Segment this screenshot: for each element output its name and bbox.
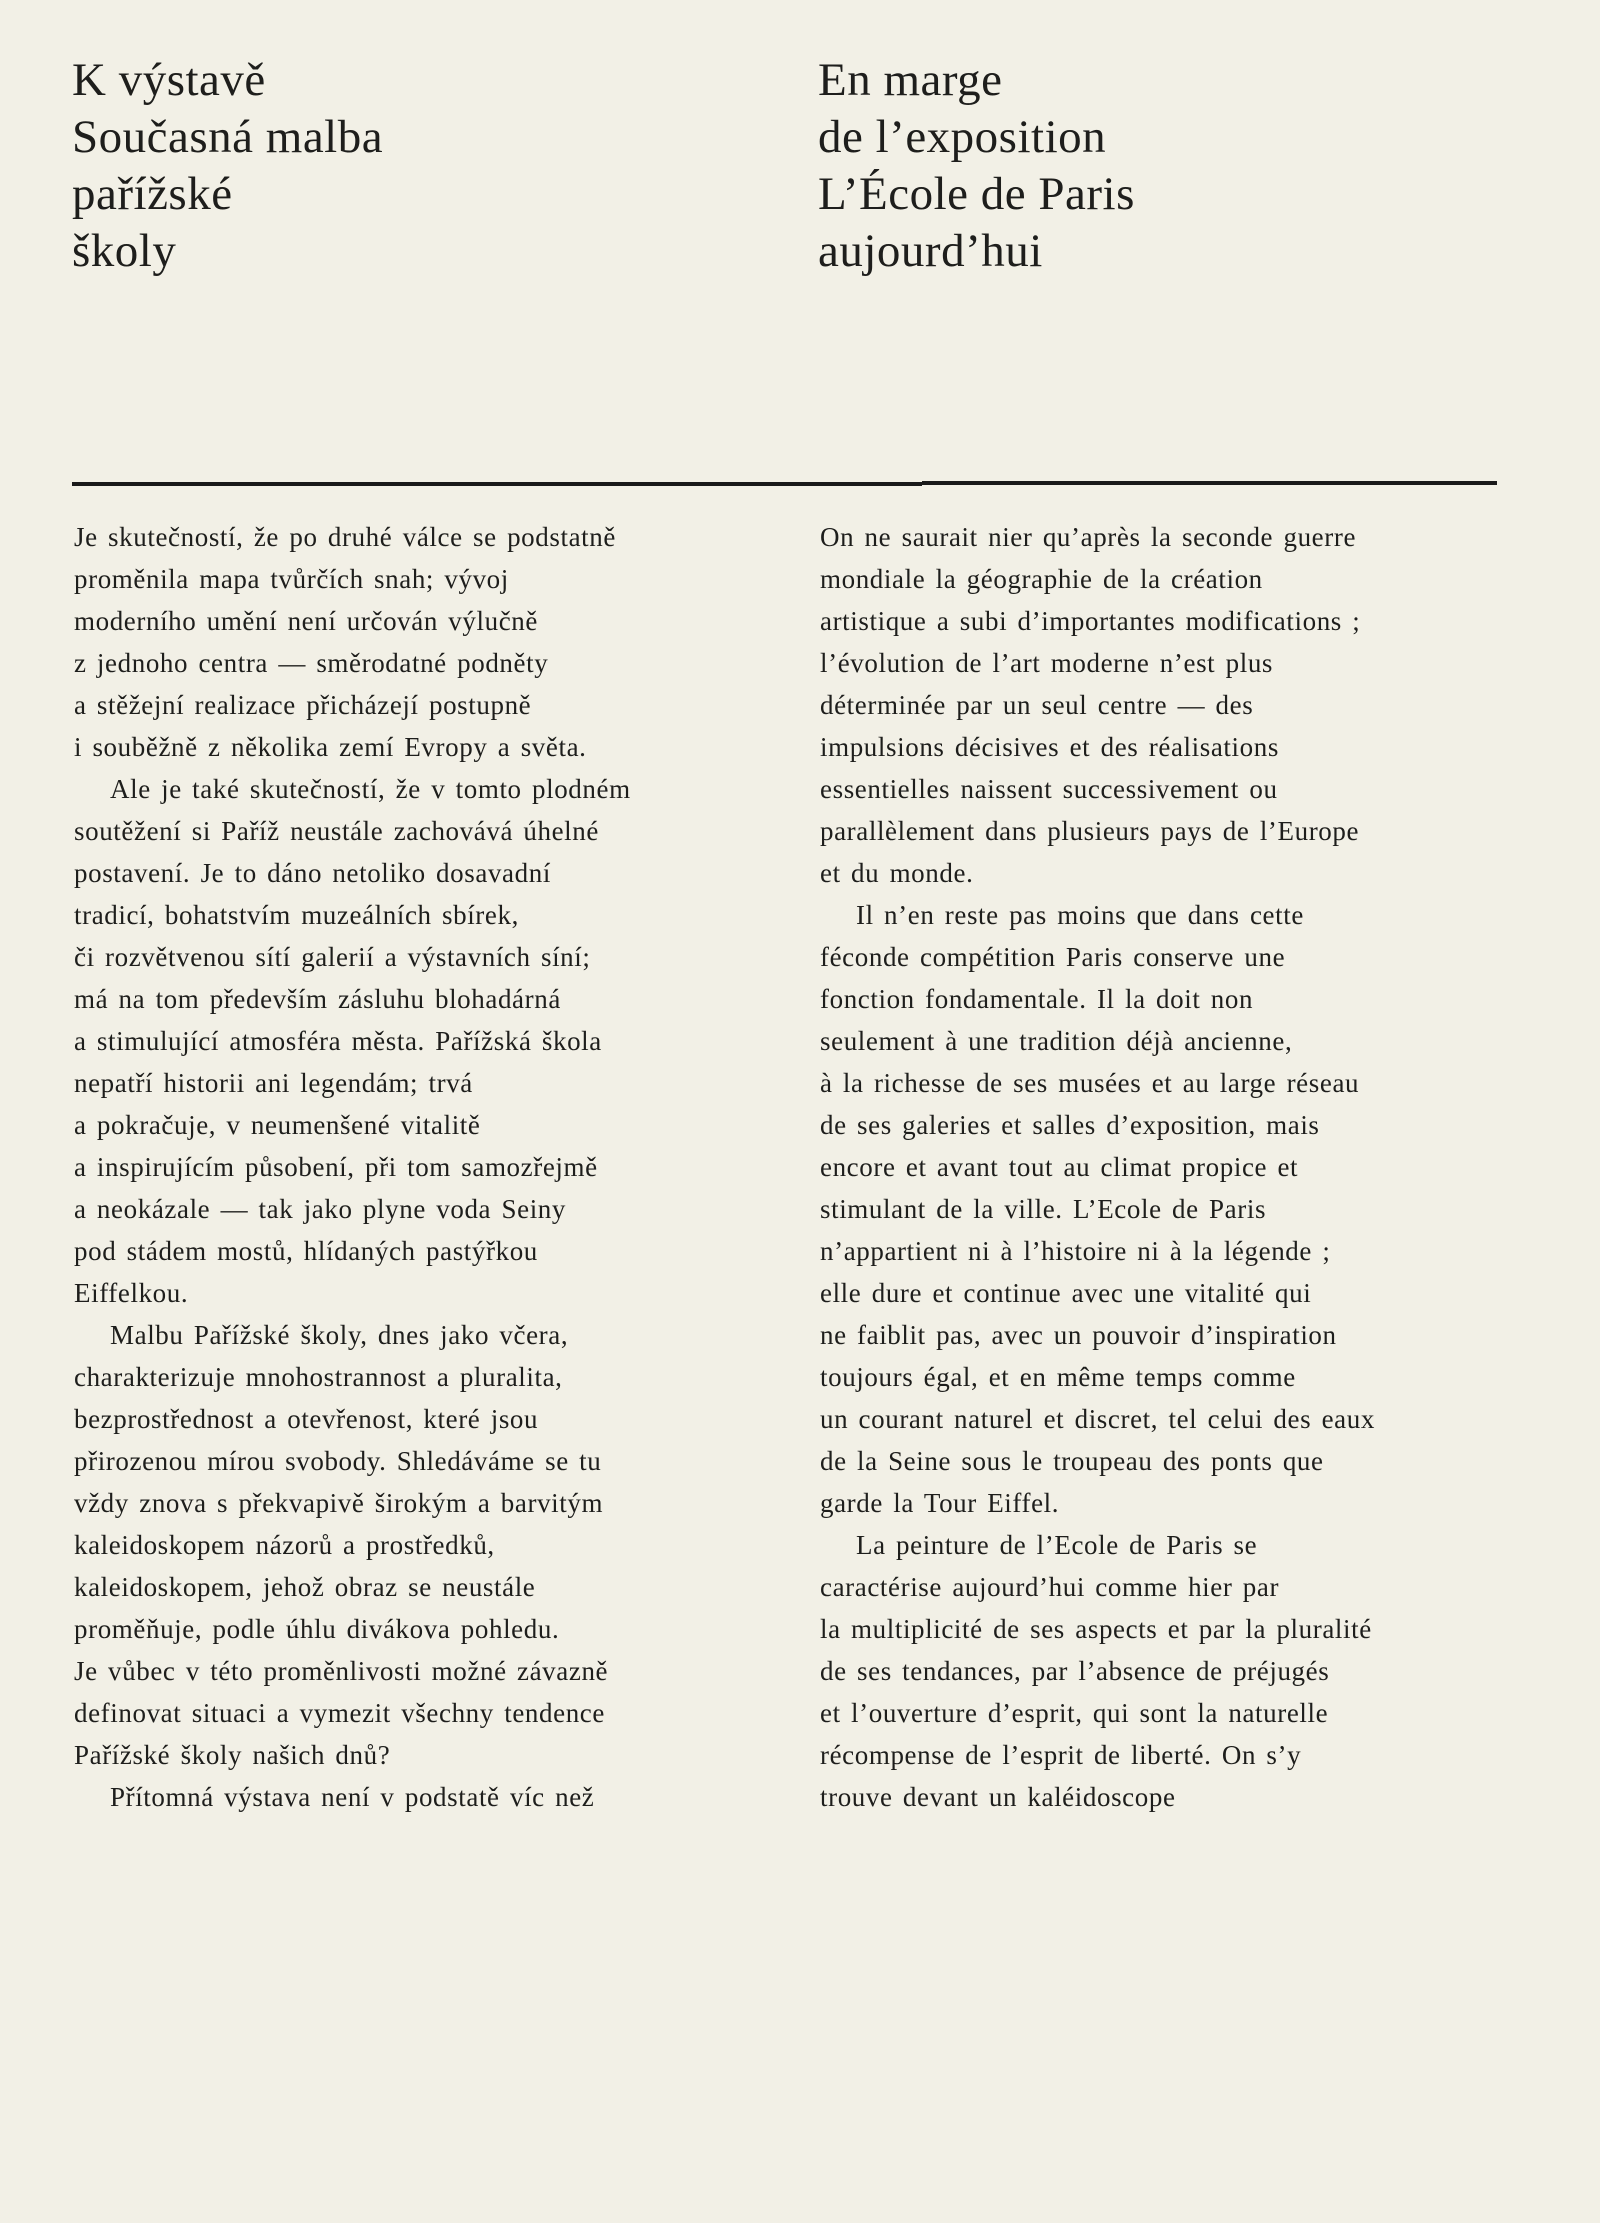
text-line: récompense de l’esprit de liberté. On s’y [820,1740,1302,1770]
divider-rule [922,481,1497,485]
text-line: ne faiblit pas, avec un pouvoir d’inspiration [820,1320,1337,1350]
text-line: la multiplicité de ses aspects et par la pluralité [820,1614,1372,1644]
text-line: proměňuje, podle úhlu divákova pohledu. [74,1614,560,1644]
text-line: Ale je také skutečností, že v tomto plodném [110,774,631,804]
text-line: impulsions décisives et des réalisations [820,732,1279,762]
title-line: de l’exposition [818,111,1107,163]
text-line: parallèlement dans plusieurs pays de l’Europe [820,816,1360,846]
text-line: à la richesse de ses musées et au large réseau [820,1068,1360,1098]
text-line: elle dure et continue avec une vitalité qui [820,1278,1312,1308]
title-line: Současná malba [72,111,384,163]
text-line: trouve devant un kaléidoscope [820,1782,1176,1812]
text-line: et du monde. [820,858,974,888]
title-line: školy [72,225,177,277]
text-line: vždy znova s překvapivě širokým a barvitým [74,1488,604,1518]
text-line: nepatří historii ani legendám; trvá [74,1068,473,1098]
column-french-text [820,516,1510,1818]
text-line: Je vůbec v této proměnlivosti možné závazně [74,1656,609,1686]
text-line: féconde compétition Paris conserve une [820,942,1286,972]
divider-rule [72,482,922,486]
text-line: Malbu Pařížské školy, dnes jako včera, [110,1320,569,1350]
text-line: soutěžení si Paříž neustále zachovává úhelné [74,816,599,846]
text-line: pod stádem mostů, hlídaných pastýřkou [74,1236,538,1266]
text-line: a neokázale — tak jako plyne voda Seiny [74,1194,566,1224]
title-french [818,52,1135,280]
text-line: kaleidoskopem, jehož obraz se neustále [74,1572,536,1602]
text-line: seulement à une tradition déjà ancienne, [820,1026,1293,1056]
text-line: et l’ouverture d’esprit, qui sont la naturelle [820,1698,1329,1728]
text-line: z jednoho centra — směrodatné podněty [74,648,549,678]
text-line: de ses tendances, par l’absence de préjugés [820,1656,1330,1686]
text-line: n’appartient ni à l’histoire ni à la légende ; [820,1236,1331,1266]
text-line: má na tom především zásluhu blohadárná [74,984,561,1014]
text-line: definovat situaci a vymezit všechny tendence [74,1698,605,1728]
text-line: l’évolution de l’art moderne n’est plus [820,648,1274,678]
text-line: tradicí, bohatstvím muzeálních sbírek, [74,900,519,930]
text-line: déterminée par un seul centre — des [820,690,1254,720]
text-line: a pokračuje, v neumenšené vitalitě [74,1110,481,1140]
text-line: mondiale la géographie de la création [820,564,1263,594]
text-line: de ses galeries et salles d’exposition, mais [820,1110,1320,1140]
text-line: toujours égal, et en même temps comme [820,1362,1296,1392]
text-line: fonction fondamentale. Il la doit non [820,984,1254,1014]
text-line: Il n’en reste pas moins que dans cette [856,900,1304,930]
title-line: K výstavě [72,54,266,106]
column-czech-text [74,516,764,1818]
text-line: Přítomná výstava není v podstatě víc než [110,1782,595,1812]
text-line: Pařížské školy našich dnů? [74,1740,391,1770]
text-line: Je skutečností, že po druhé válce se podstatně [74,522,616,552]
text-line: un courant naturel et discret, tel celui des eaux [820,1404,1375,1434]
text-line: postavení. Je to dáno netoliko dosavadní [74,858,551,888]
text-line: i souběžně z několika zemí Evropy a světa. [74,732,587,762]
text-line: a stimulující atmosféra města. Pařížská škola [74,1026,602,1056]
text-line: a stěžejní realizace přicházejí postupně [74,690,532,720]
text-line: artistique a subi d’importantes modifications ; [820,606,1361,636]
title-line: L’École de Paris [818,168,1135,220]
text-line: garde la Tour Eiffel. [820,1488,1060,1518]
title-line: aujourd’hui [818,225,1043,277]
text-line: caractérise aujourd’hui comme hier par [820,1572,1280,1602]
text-line: Eiffelkou. [74,1278,189,1308]
text-line: kaleidoskopem názorů a prostředků, [74,1530,495,1560]
text-line: či rozvětvenou sítí galerií a výstavních síní; [74,942,591,972]
text-line: On ne saurait nier qu’après la seconde guerre [820,522,1357,552]
text-line: a inspirujícím působení, při tom samozřejmě [74,1152,598,1182]
title-line: pařížské [72,168,233,220]
text-line: moderního umění není určován výlučně [74,606,538,636]
text-line: proměnila mapa tvůrčích snah; vývoj [74,564,509,594]
title-line: En marge [818,54,1003,106]
title-czech [72,52,383,280]
text-line: charakterizuje mnohostrannost a pluralita, [74,1362,563,1392]
text-line: La peinture de l’Ecole de Paris se [856,1530,1258,1560]
text-line: de la Seine sous le troupeau des ponts que [820,1446,1324,1476]
text-line: přirozenou mírou svobody. Shledáváme se tu [74,1446,602,1476]
text-line: essentielles naissent successivement ou [820,774,1278,804]
text-line: encore et avant tout au climat propice et [820,1152,1299,1182]
text-line: bezprostřednost a otevřenost, které jsou [74,1404,539,1434]
text-line: stimulant de la ville. L’Ecole de Paris [820,1194,1267,1224]
